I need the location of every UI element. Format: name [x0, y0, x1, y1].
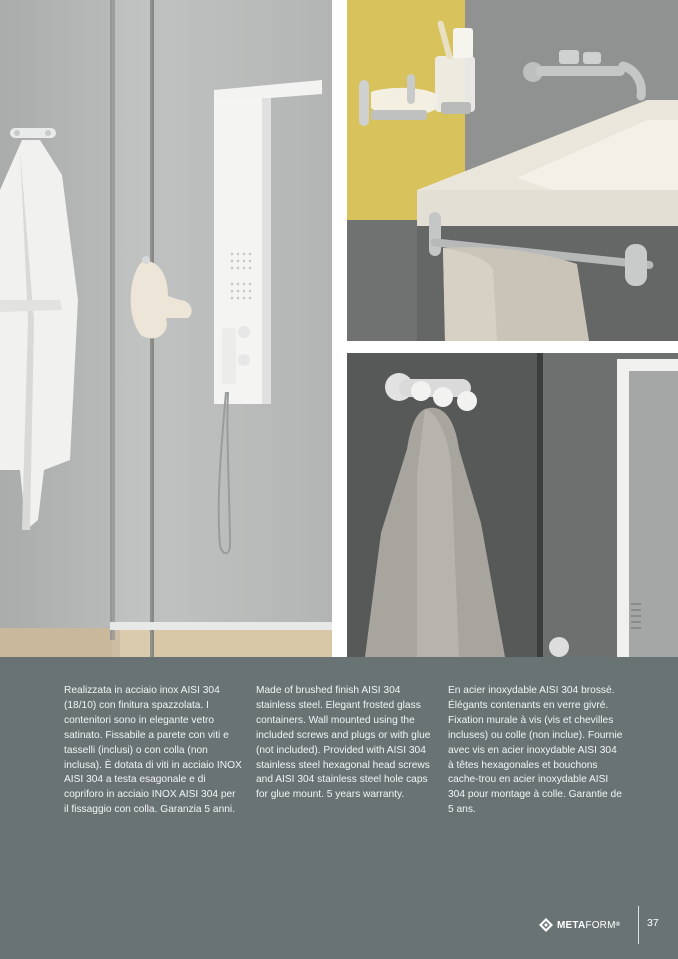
- diamond-logo-icon: [539, 918, 553, 932]
- brand-name-light: FORM: [585, 919, 616, 931]
- photo-divider-horizontal: [347, 341, 678, 353]
- brand-logo: [539, 916, 620, 934]
- photo-shower-scene: [0, 0, 332, 657]
- sink-scene-illustration: [347, 0, 678, 341]
- description-italian: Realizzata in acciaio inox AISI 304 (18/10) con finitura spazzolata. I contenitori sono in elegante vetro satinato. Fissabile a parete con viti e tasselli (inclusi) o con colla (non inclusa). È dotata di viti in acciaio INOX AISI 304 a testa esagonale e di copriforo in acciaio INOX AISI 304 per il fissaggio con colla. Garanzia 5 anni.: [64, 685, 242, 816]
- brand-name-bold: META: [557, 919, 586, 931]
- photo-hook-scene: [347, 353, 678, 657]
- footer-separator: [638, 906, 639, 944]
- page-number: 37: [647, 917, 659, 929]
- description-english: Made of brushed finish AISI 304 stainless steel. Elegant frosted glass containers. Wall mounted using the included screws and plugs or with glue (not included). Provided with AISI 304 stainless steel hexagonal head screws and AISI 304 stainless steel hole caps for glue mount. 5 years warranty.: [256, 685, 431, 801]
- hook-scene-illustration: [347, 353, 678, 657]
- shower-scene-illustration: [0, 0, 332, 657]
- brand-registered-mark: ®: [615, 922, 621, 928]
- description-french: En acier inoxydable AISI 304 brossé. Élégants contenants en verre givré. Fixation murale à vis (vis et chevilles incluses) ou colle (non inclue). Fournie avec vis en acier inoxydable AISI 304 à têtes hexagonales et bouchons cache-trou en acier inoxydable AISI 304 pour montage à colle. Garantie de 5 ans.: [448, 685, 623, 816]
- photo-divider-vertical: [332, 0, 347, 657]
- photo-sink-scene: [347, 0, 678, 341]
